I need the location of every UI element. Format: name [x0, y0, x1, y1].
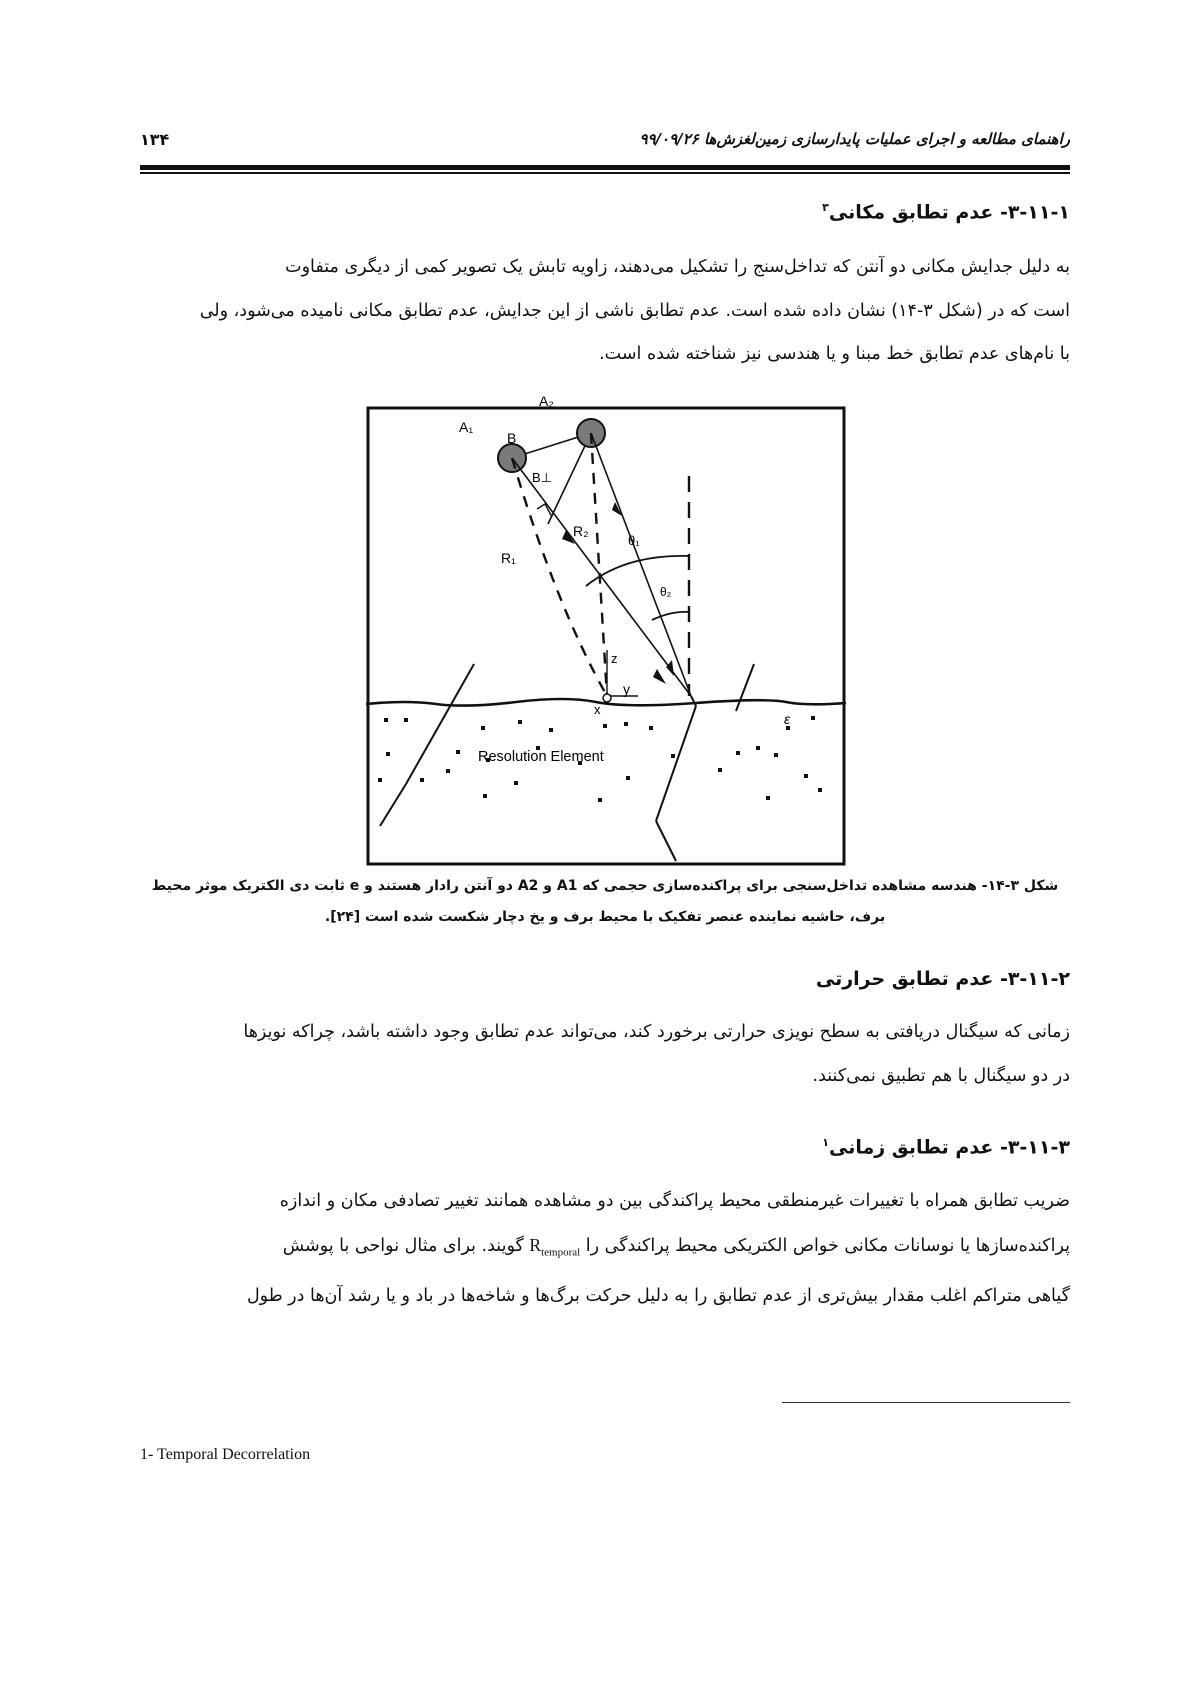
paragraph-thermal [140, 1011, 1070, 1098]
footnote-marker: ۳ [822, 201, 829, 214]
paragraph-line [140, 1224, 1070, 1275]
caption-line: برف، حاشیه نماینده عنصر تفکیک با محیط برف و یخ دچار شکست شده است [۲۴]. [324, 909, 886, 925]
paragraph-temporal [140, 1180, 1070, 1318]
label-b-perp: B⊥ [532, 470, 552, 485]
scatterer-dot [671, 754, 675, 758]
scatterer-dot [518, 720, 522, 724]
header-title-block [625, 130, 1070, 148]
label-r1: R₁ [501, 550, 516, 566]
label-y: y [623, 681, 630, 697]
scatterer-dot [626, 776, 630, 780]
scatterer-dot [804, 774, 808, 778]
paragraph-line: است که در (شکل ۳-۱۴) نشان داده شده است. عدم تطابق ناشی از این جدایش، عدم تطابق مکانی نامیده می‌شود، ولی [199, 300, 1070, 321]
label-resolution-element: Resolution Element [478, 749, 604, 765]
section-number: ۳-۱۱-۳- [999, 1136, 1070, 1159]
paragraph-line: زمانی که سیگنال دریافتی به سطح نویزی حرارتی برخورد کند، می‌تواند عدم تطابق وجود داشته باشد، چراکه نویزها [243, 1022, 1070, 1042]
section-title: عدم تطابق مکانی [828, 201, 994, 224]
label-b: B [507, 430, 517, 446]
figure-caption [140, 871, 1070, 933]
paragraph-spatial [140, 246, 1070, 377]
section-heading-spatial [822, 201, 1070, 223]
footnote: 1- Temporal Decorrelation [140, 1446, 311, 1463]
scatterer-dot [774, 753, 778, 757]
footnote-rule [782, 1402, 1070, 1403]
scatterer-dot [818, 788, 822, 792]
label-a1: A₁ [459, 419, 474, 435]
scatterer-dot [736, 751, 740, 755]
label-theta1: θ₁ [628, 533, 640, 548]
page-number: ۱۳۴ [140, 130, 170, 149]
scatterer-dot [624, 722, 628, 726]
label-z: z [611, 651, 618, 666]
scatterer-dot [718, 768, 722, 772]
scatterer-dot [756, 746, 760, 750]
scatterer-dot [456, 750, 460, 754]
scatterer-dot [446, 769, 450, 773]
scatterer-dot [598, 798, 602, 802]
scatterer-dot [766, 796, 770, 800]
label-theta2: θ₂ [660, 585, 672, 599]
paragraph-line: با نام‌های عدم تطابق خط مبنا و یا هندسی نیز شناخته شده است. [599, 344, 1070, 364]
section-title: عدم تطابق زمانی [828, 1136, 994, 1159]
label-x: x [594, 702, 601, 717]
scatterer-dot [514, 781, 518, 785]
section-heading-thermal [816, 968, 1070, 990]
header-title: راهنمای مطالعه و اجرای عملیات پایدارسازی زمین‌لغزش‌ها [703, 130, 1070, 148]
running-header [140, 130, 1070, 156]
scatterer-dot [384, 718, 388, 722]
figure-frame [368, 408, 844, 864]
header-rule-thin [140, 172, 1070, 174]
section-number: ۳-۱۱-۲- [999, 968, 1070, 990]
header-date: ۹۹/۰۹/۲۶ [639, 130, 699, 148]
scatterer-dot [386, 752, 390, 756]
r-temporal-symbol [529, 1236, 580, 1256]
r-symbol: R [529, 1234, 542, 1255]
paragraph-line: ضریب تطابق همراه با تغییرات غیرمنطقی محیط پراکندگی بین دو مشاهده همانند تغییر تصادفی مکان و اندازه [279, 1191, 1070, 1211]
origin-marker [603, 694, 611, 702]
paragraph-segment: پراکنده‌سازها یا نوسانات مکانی خواص الکتریکی محیط پراکندگی را [580, 1235, 1070, 1256]
scatterer-dot [420, 778, 424, 782]
interferometry-geometry-figure [366, 393, 846, 866]
scatterer-dot [404, 718, 408, 722]
label-epsilon: ε [784, 711, 791, 727]
label-r2: R₂ [573, 523, 589, 539]
scatterer-dot [603, 724, 607, 728]
header-rule-thick [140, 165, 1070, 170]
footnote-marker: ۱ [822, 1136, 829, 1149]
paragraph-segment: گویند. برای مثال نواحی با پوشش [282, 1235, 530, 1256]
paragraph-line: در دو سیگنال با هم تطبیق نمی‌کنند. [812, 1065, 1070, 1086]
r-subscript: temporal [541, 1246, 581, 1258]
scatterer-dot [649, 726, 653, 730]
scatterer-dot [483, 794, 487, 798]
scatterer-dot [811, 716, 815, 720]
caption-line: شکل ۳-۱۴- هندسه مشاهده تداخل‌سنجی برای پراکنده‌سازی حجمی که A1 و A2 دو آنتن رادار هستند و e ثابت دی الکتریک موثر محیط [151, 878, 1059, 894]
section-heading-temporal [822, 1136, 1070, 1158]
scatterer-dot [378, 778, 382, 782]
label-a2: A₂ [539, 393, 554, 409]
section-title: عدم تطابق حرارتی [815, 968, 994, 990]
scatterer-dot [481, 726, 485, 730]
paragraph-line: به دلیل جدایش مکانی دو آنتن که تداخل‌سنج را تشکیل می‌دهند، زاویه تابش یک تصویر کمی از دیگری متفاوت [285, 257, 1070, 277]
scatterer-dot [549, 728, 553, 732]
paragraph-line: گیاهی متراکم اغلب مقدار بیش‌تری از عدم تطابق را به دلیل حرکت برگ‌ها و شاخه‌ها در باد و یا رشد آن‌ها در طول [246, 1285, 1070, 1306]
section-number: ۳-۱۱-۱- [999, 201, 1070, 224]
